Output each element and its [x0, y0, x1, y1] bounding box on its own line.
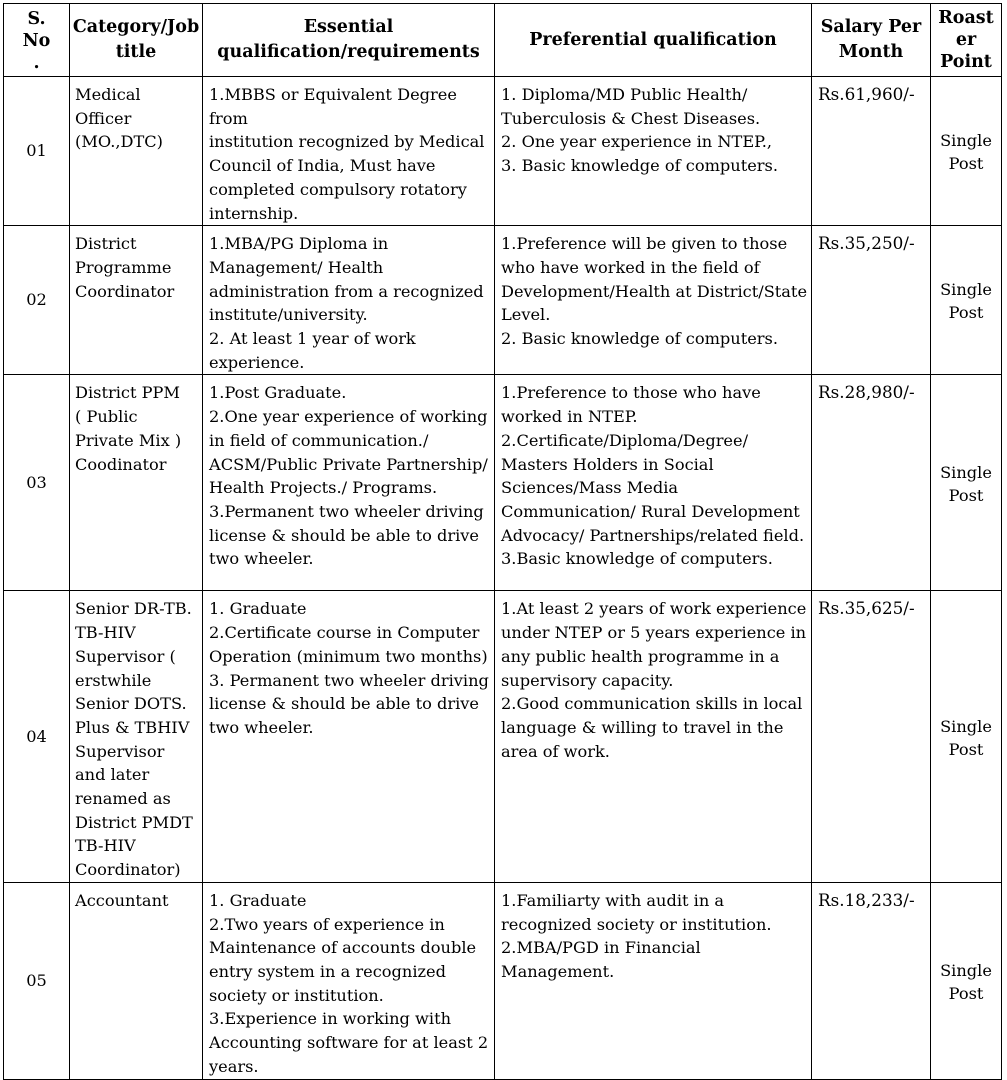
row-essential: 1.MBA/PG Diploma in Management/ Health administration from a recognized institute/university. 2. At least 1 year of work experience. [203, 226, 495, 375]
row-preferential: 1.Preference to those who have worked in NTEP. 2.Certificate/Diploma/Degree/ Masters Holders in Social Sciences/Mass Media Communication/ Rural Development Advocacy/ Partnerships/related field. 3.Basic knowledge of computers. [495, 375, 812, 591]
row-category: Medical Officer (MO.,DTC) [70, 77, 203, 226]
row-preferential: 1. Diploma/MD Public Health/ Tuberculosis & Chest Diseases. 2. One year experience in NTEP., 3. Basic knowledge of computers. [495, 77, 812, 226]
row-category: Senior DR-TB. TB-HIV Supervisor ( erstwhile Senior DOTS. Plus & TBHIV Supervisor and later renamed as District PMDT TB-HIV Coordinator) [70, 591, 203, 882]
table-row [4, 226, 1002, 375]
header-category: Category/Job title [70, 4, 203, 77]
row-roaster: Single Post [931, 77, 1002, 226]
row-sno: 05 [4, 882, 70, 1079]
row-category: Accountant [70, 882, 203, 1079]
row-sno: 01 [4, 77, 70, 226]
row-salary: Rs.28,980/- [812, 375, 931, 591]
row-essential: 1.MBBS or Equivalent Degree from institution recognized by Medical Council of India, Must have completed compulsory rotatory internship. [203, 77, 495, 226]
header-sno: S. No . [4, 4, 70, 77]
row-salary: Rs.18,233/- [812, 882, 931, 1079]
row-category: District Programme Coordinator [70, 226, 203, 375]
job-qualification-table [3, 3, 1002, 1080]
row-sno: 03 [4, 375, 70, 591]
header-roaster: Roast er Point [931, 4, 1002, 77]
table-row [4, 375, 1002, 591]
row-roaster: Single Post [931, 375, 1002, 591]
row-preferential: 1.At least 2 years of work experience under NTEP or 5 years experience in any public health programme in a supervisory capacity. 2.Good communication skills in local language & willing to travel in the area of work. [495, 591, 812, 882]
table-header-row [4, 4, 1002, 77]
row-essential: 1. Graduate 2.Certificate course in Computer Operation (minimum two months) 3. Permanent two wheeler driving license & should be able to drive two wheeler. [203, 591, 495, 882]
row-preferential: 1.Preference will be given to those who have worked in the field of Development/Health at District/State Level. 2. Basic knowledge of computers. [495, 226, 812, 375]
row-salary: Rs.35,625/- [812, 591, 931, 882]
header-preferential: Preferential qualification [495, 4, 812, 77]
table-row [4, 77, 1002, 226]
row-preferential: 1.Familiarty with audit in a recognized society or institution. 2.MBA/PGD in Financial Management. [495, 882, 812, 1079]
header-essential: Essential qualification/requirements [203, 4, 495, 77]
row-sno: 02 [4, 226, 70, 375]
row-roaster: Single Post [931, 882, 1002, 1079]
row-roaster: Single Post [931, 226, 1002, 375]
row-salary: Rs.35,250/- [812, 226, 931, 375]
row-essential: 1.Post Graduate. 2.One year experience of working in field of communication./ ACSM/Public Private Partnership/ Health Projects./ Programs. 3.Permanent two wheeler driving license & should be able to drive two wheeler. [203, 375, 495, 591]
row-salary: Rs.61,960/- [812, 77, 931, 226]
row-roaster: Single Post [931, 591, 1002, 882]
row-sno: 04 [4, 591, 70, 882]
document-page [3, 3, 1001, 1076]
header-salary: Salary Per Month [812, 4, 931, 77]
table-row [4, 882, 1002, 1079]
table-row [4, 591, 1002, 882]
row-essential: 1. Graduate 2.Two years of experience in Maintenance of accounts double entry system in a recognized society or institution. 3.Experience in working with Accounting software for at least 2 years. [203, 882, 495, 1079]
row-category: District PPM ( Public Private Mix ) Coodinator [70, 375, 203, 591]
